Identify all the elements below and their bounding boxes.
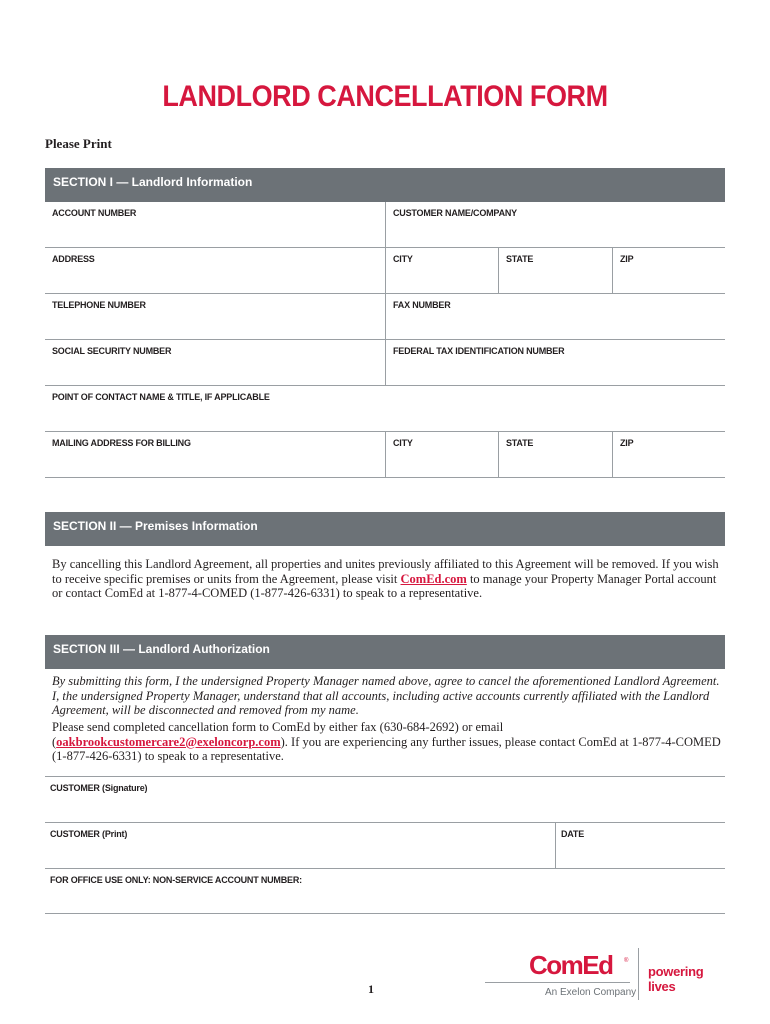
- instructions-text-before: Please send completed cancellation form to ComEd by either fax (630-684-2692) or email (: [52, 720, 504, 749]
- premises-text-after: to manage your Property Manager Portal account or contact ComEd at 1-877-4-COMED (1-877-426-6331) to speak to a representative.: [52, 571, 717, 601]
- mailing-address-field[interactable]: MAILING ADDRESS FOR BILLING: [52, 438, 191, 448]
- comed-link[interactable]: ComEd.com: [400, 571, 467, 586]
- telephone-field[interactable]: TELEPHONE NUMBER: [52, 300, 146, 310]
- premises-text-before: By cancelling this Landlord Agreement, all properties and unites previously affiliated to this Agreement will be removed. If you wish to receive specific premises or units from the Agreement, please visit: [52, 557, 719, 586]
- premises-paragraph: [52, 557, 722, 601]
- support-email-link[interactable]: oakbrookcustomercare2@exeloncorp.com: [56, 734, 281, 749]
- please-print-note: Please Print: [45, 136, 112, 151]
- signature-row: [45, 776, 725, 822]
- comed-wordmark: ComEd: [529, 950, 613, 980]
- comed-logo: [485, 944, 730, 1004]
- form-row-contact: [45, 386, 725, 432]
- submission-instructions: [52, 720, 722, 764]
- account-number-field[interactable]: ACCOUNT NUMBER: [52, 208, 137, 218]
- section-2-header: SECTION II — Premises Information: [45, 512, 725, 546]
- logo-underline: [485, 982, 630, 983]
- mailing-zip-field[interactable]: ZIP: [612, 432, 725, 478]
- point-of-contact-field[interactable]: POINT OF CONTACT NAME & TITLE, IF APPLICABLE: [52, 392, 270, 402]
- form-row-mailing: [45, 432, 725, 478]
- form-row-ids: [45, 340, 725, 386]
- form-row-account: [45, 202, 725, 248]
- logo-tagline: powering lives: [648, 964, 704, 994]
- date-field[interactable]: DATE: [555, 823, 725, 869]
- section-1-header: SECTION I — Landlord Information: [45, 168, 725, 202]
- fax-field[interactable]: FAX NUMBER: [385, 294, 725, 340]
- instructions-text-after: ). If you are experiencing any further issues, please contact ComEd at 1-877-4-COMED (1-877-426-6331) to speak to a representative.: [52, 734, 721, 764]
- state-field[interactable]: STATE: [498, 248, 612, 294]
- authorization-table: [45, 776, 725, 914]
- city-field[interactable]: CITY: [385, 248, 498, 294]
- logo-divider: [638, 948, 639, 1000]
- form-row-address: [45, 248, 725, 294]
- logo-subtitle: An Exelon Company: [545, 987, 637, 998]
- customer-signature-field[interactable]: CUSTOMER (Signature): [50, 783, 148, 793]
- form-row-phone: [45, 294, 725, 340]
- form-title: LANDLORD CANCELLATION FORM: [162, 80, 608, 113]
- customer-name-field[interactable]: CUSTOMER NAME/COMPANY: [385, 202, 725, 248]
- landlord-information-table: [45, 202, 725, 478]
- customer-print-field[interactable]: CUSTOMER (Print): [50, 829, 128, 839]
- ssn-field[interactable]: SOCIAL SECURITY NUMBER: [52, 346, 172, 356]
- print-row: [45, 822, 725, 868]
- office-use-field[interactable]: FOR OFFICE USE ONLY: NON-SERVICE ACCOUNT NUMBER:: [50, 875, 302, 885]
- page-number: 1: [368, 982, 374, 996]
- mailing-city-field[interactable]: CITY: [385, 432, 498, 478]
- authorization-statement: By submitting this form, I the undersigned Property Manager named above, agree to cancel the aforementioned Landlord Agreement. I, the undersigned Property Manager, understand that all accounts, including active accounts currently affiliated with the Landlord Agreement, will be disconnected and removed from my name.: [52, 674, 720, 718]
- office-use-row: [45, 868, 725, 914]
- section-3-header: SECTION III — Landlord Authorization: [45, 635, 725, 669]
- mailing-state-field[interactable]: STATE: [498, 432, 612, 478]
- registered-mark: ®: [624, 958, 629, 964]
- address-field[interactable]: ADDRESS: [52, 254, 95, 264]
- tax-id-field[interactable]: FEDERAL TAX IDENTIFICATION NUMBER: [385, 340, 725, 386]
- zip-field[interactable]: ZIP: [612, 248, 725, 294]
